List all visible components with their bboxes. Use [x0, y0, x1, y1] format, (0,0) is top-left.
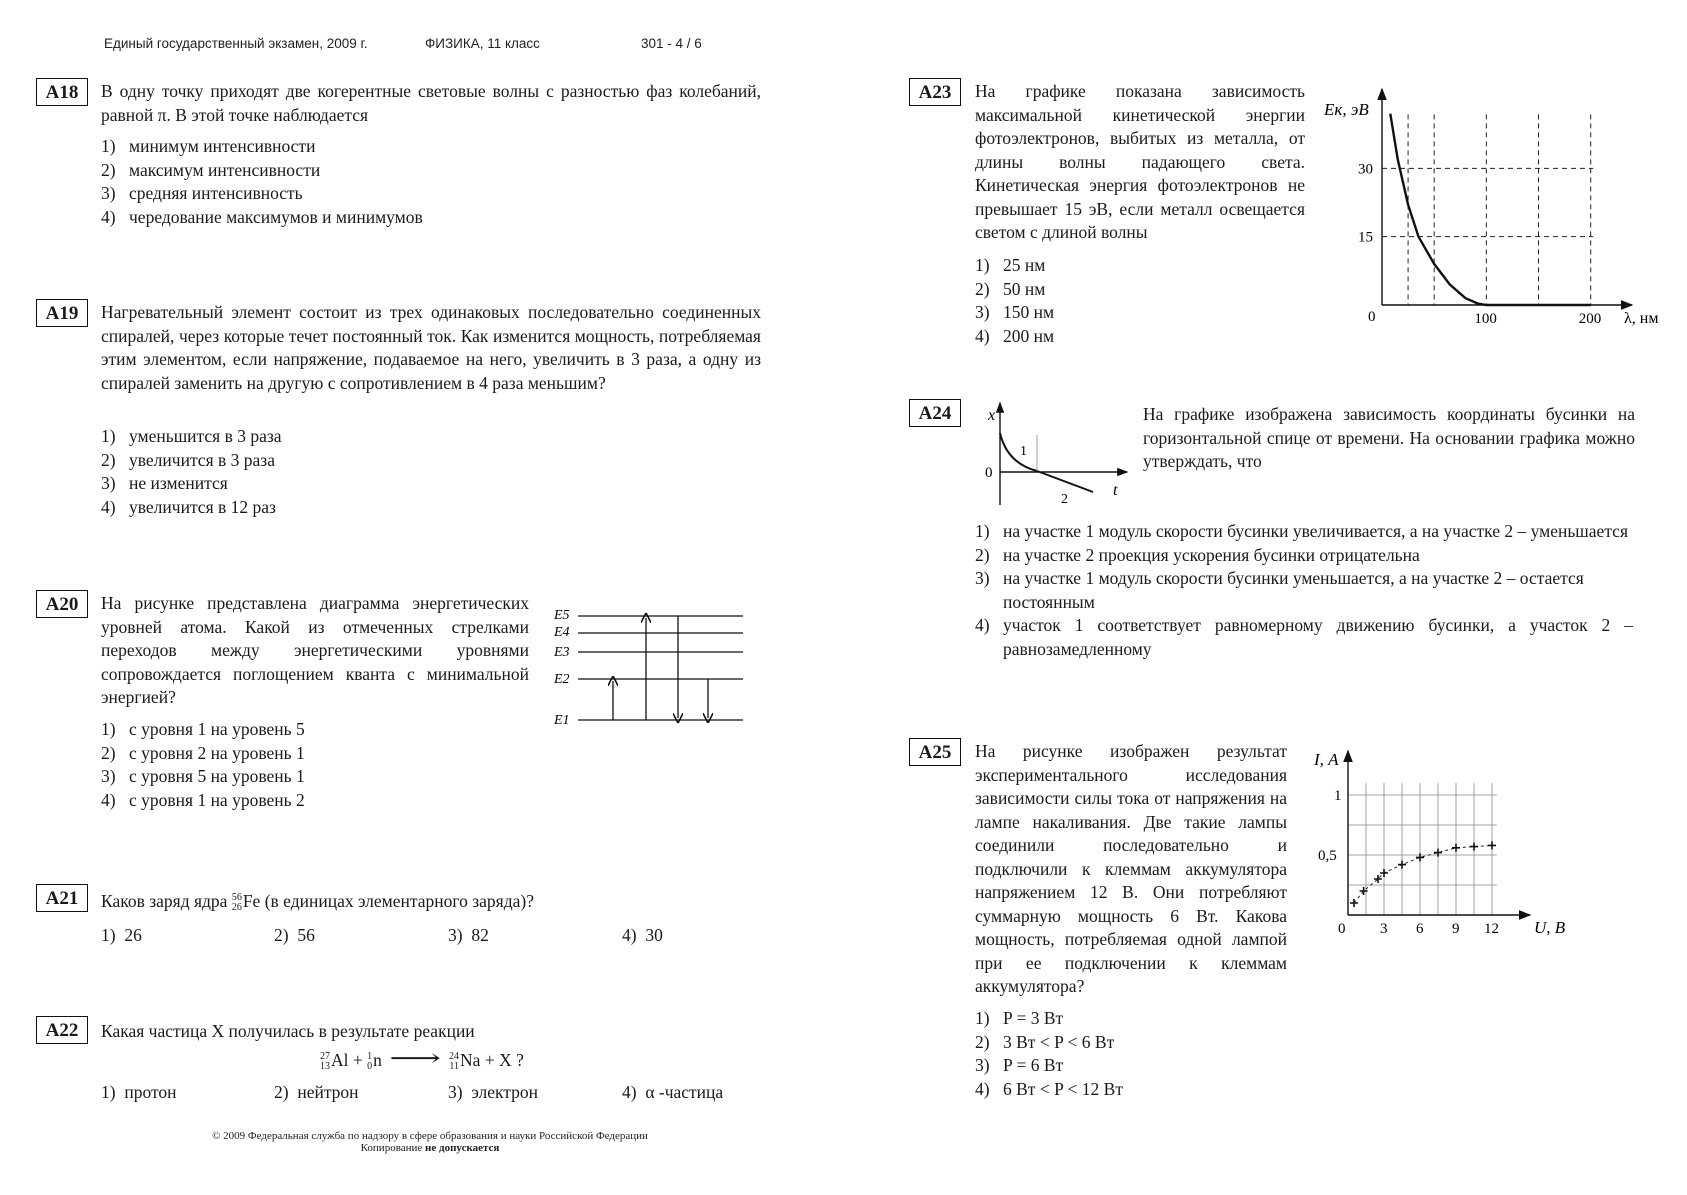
x-tick-label: 0	[1338, 921, 1346, 937]
question-text-a21: Каков заряд ядра 56 26 Fe (в единицах элементарного заряда)?	[101, 891, 534, 913]
question-label-a25: A25	[909, 738, 961, 766]
data-point	[1488, 841, 1496, 849]
chart-current-voltage	[1300, 745, 1620, 945]
question-text-a25: На рисунке изображен результат экспериментального исследования зависимости силы тока от напряжения на лампе накаливания. Две такие лампы соединили последовательно и подключили к клеммам аккумулятора напряжением 12 В. Они потребляют суммарную мощность 6 Вт. Какова мощность, потребляемая одной лампой при ее подключении к клеммам аккумулятора?	[975, 741, 1287, 996]
question-label-a24: A24	[909, 399, 961, 427]
question-text-a22: Какая частица X получилась в результате реакции	[101, 1021, 475, 1041]
option[interactable]: 2) максимум интенсивности	[101, 159, 321, 180]
data-point	[1350, 899, 1358, 907]
option[interactable]: 3) средняя интенсивность	[101, 183, 303, 203]
x-tick-label: 12	[1484, 921, 1499, 937]
option[interactable]: 2) с уровня 2 на уровень 1	[101, 742, 305, 763]
options-a23	[975, 254, 1054, 348]
x-tick-label: 3	[1380, 921, 1388, 937]
option[interactable]: 3) 82	[448, 925, 489, 945]
option[interactable]: 1) минимум интенсивности	[101, 136, 316, 156]
option[interactable]: 4) 30	[622, 925, 663, 945]
question-text-a18: В одну точку приходят две когерентные световые волны с разностью фаз колебаний, равной π. В этой точке наблюдается	[101, 81, 761, 125]
option[interactable]: 4) 200 нм	[975, 325, 1055, 346]
option[interactable]: 1) протон	[101, 1082, 177, 1102]
x-tick-label: 6	[1416, 921, 1424, 937]
options-a24	[975, 520, 1633, 661]
reaction-equation: 27 13 Al + 1 0 n ⟶ 24 11 Na + X ?	[320, 1046, 524, 1072]
option[interactable]: 2) увеличится в 3 раза	[101, 449, 275, 470]
question-label-a23: A23	[909, 78, 961, 106]
option[interactable]: 4) α -частица	[622, 1082, 724, 1102]
option[interactable]: 3) электрон	[448, 1082, 539, 1102]
option[interactable]: 2) на участке 2 проекция ускорения бусинки отрицательна	[975, 544, 1420, 565]
data-curve	[1390, 114, 1590, 305]
question-label-a18: A18	[36, 78, 88, 106]
option[interactable]: 1) с уровня 1 на уровень 5	[101, 719, 305, 739]
footer	[100, 1130, 760, 1154]
question-label-a22: A22	[36, 1016, 88, 1044]
option[interactable]: 1) 25 нм	[975, 255, 1046, 275]
axis-label-x: x	[988, 407, 996, 424]
x-tick-label: 9	[1452, 921, 1460, 937]
x-tick-label: 200	[1578, 311, 1602, 327]
segment-1-curve	[1000, 433, 1037, 471]
y-tick-label: 1	[1334, 788, 1342, 804]
x-tick-label: 100	[1474, 311, 1497, 327]
footer-copy-notice: Копирование не допускается	[360, 1142, 500, 1154]
option[interactable]: 4) участок 1 соответствует равномерному движению бусинки, а участок 2 – равнозамедленному	[975, 615, 1633, 659]
option[interactable]: 4) увеличится в 12 раз	[101, 496, 276, 517]
option[interactable]: 2) 50 нм	[975, 278, 1046, 299]
option[interactable]: 1) 26	[101, 925, 142, 945]
data-point	[1452, 844, 1460, 852]
data-point	[1398, 861, 1406, 869]
chart-coordinate-time	[975, 395, 1135, 515]
y-tick-label: 15	[1358, 229, 1373, 246]
option[interactable]: 3) с уровня 5 на уровень 1	[101, 766, 305, 786]
nuclide-numbers: 56 26	[231, 891, 242, 913]
question-text-a23: На графике показана зависимость максимальной кинетической энергии фотоэлектронов, выбитых из металла, от длины волны падающего света. Кинетическая энергия фотоэлектронов не превышает 15 эВ, если металл освещается светом с длиной волны	[975, 81, 1305, 242]
question-text-a20: На рисунке представлена диаграмма энергетических уровней атома. Какой из отмеченных стрелками переходов между энергетическими уровнями сопровождается поглощением кванта с минимальной энергией?	[101, 593, 529, 707]
y-axis-label: I, А	[1314, 750, 1339, 769]
chart-photoelectric	[1320, 85, 1659, 335]
option[interactable]: 1) уменьшится в 3 раза	[101, 426, 282, 446]
segment-label-1: 1	[1020, 444, 1027, 459]
level-label: E1	[554, 713, 570, 728]
trend-curve	[1354, 845, 1492, 903]
options-a20	[101, 718, 305, 812]
data-point	[1470, 843, 1478, 851]
option[interactable]: 1) P = 3 Вт	[975, 1008, 1064, 1028]
option[interactable]: 1) на участке 1 модуль скорости бусинки увеличивается, а на участке 2 – уменьшается	[975, 521, 1628, 541]
option[interactable]: 3) на участке 1 модуль скорости бусинки уменьшается, а на участке 2 – остается постоянным	[975, 568, 1584, 612]
level-label: E3	[554, 645, 570, 660]
y-tick-label: 0,5	[1318, 848, 1337, 864]
option[interactable]: 3) 150 нм	[975, 302, 1055, 322]
origin-label: 0	[985, 465, 993, 481]
options-a19	[101, 425, 282, 519]
question-label-a20: A20	[36, 590, 88, 618]
option[interactable]: 3) не изменится	[101, 473, 228, 493]
option[interactable]: 2) 56	[274, 925, 315, 945]
x-axis-label: U, В	[1534, 918, 1566, 937]
options-a25	[975, 1007, 1123, 1101]
option[interactable]: 3) P = 6 Вт	[975, 1055, 1064, 1075]
segment-label-2: 2	[1061, 492, 1068, 507]
footer-copyright: © 2009 Федеральная служба по надзору в сфере образования и науки Российской Федерации	[212, 1130, 648, 1142]
option[interactable]: 4) 6 Вт < P < 12 Вт	[975, 1078, 1123, 1099]
level-label: E2	[554, 672, 570, 687]
header-exam: Единый государственный экзамен, 2009 г.	[104, 36, 368, 51]
option[interactable]: 4) с уровня 1 на уровень 2	[101, 789, 305, 810]
segment-2-line	[1037, 471, 1093, 492]
level-label: E4	[554, 625, 570, 640]
y-tick-label: 30	[1358, 161, 1373, 178]
axis-label-t: t	[1113, 482, 1118, 499]
x-tick-label: 0	[1368, 309, 1376, 325]
question-label-a21: A21	[36, 884, 88, 912]
level-label: E5	[554, 608, 570, 623]
y-axis-label: Eк, эВ	[1324, 100, 1369, 119]
energy-level-diagram	[548, 600, 748, 735]
header-subject: ФИЗИКА, 11 класс	[425, 36, 540, 51]
question-label-a19: A19	[36, 299, 88, 327]
question-text-a19: Нагревательный элемент состоит из трех одинаковых последовательно соединенных спиралей, через которые течет постоянный ток. Как изменится мощность, потребляемая этим элементом, если напряжение, подаваемое на него, увеличить в 3 раза, а одну из спиралей заменить на другую с сопротивлением в 4 раза меньшим?	[101, 302, 761, 393]
question-text-a24: На графике изображена зависимость координаты бусинки на горизонтальной спице от времени. На основании графика можно утверждать, что	[1143, 404, 1635, 471]
x-axis-label: λ, нм	[1624, 310, 1659, 327]
option[interactable]: 2) 3 Вт < P < 6 Вт	[975, 1031, 1115, 1052]
options-a18	[101, 135, 423, 229]
option[interactable]: 4) чередование максимумов и минимумов	[101, 206, 423, 227]
option[interactable]: 2) нейтрон	[274, 1082, 359, 1102]
header-page: 301 - 4 / 6	[641, 36, 702, 51]
